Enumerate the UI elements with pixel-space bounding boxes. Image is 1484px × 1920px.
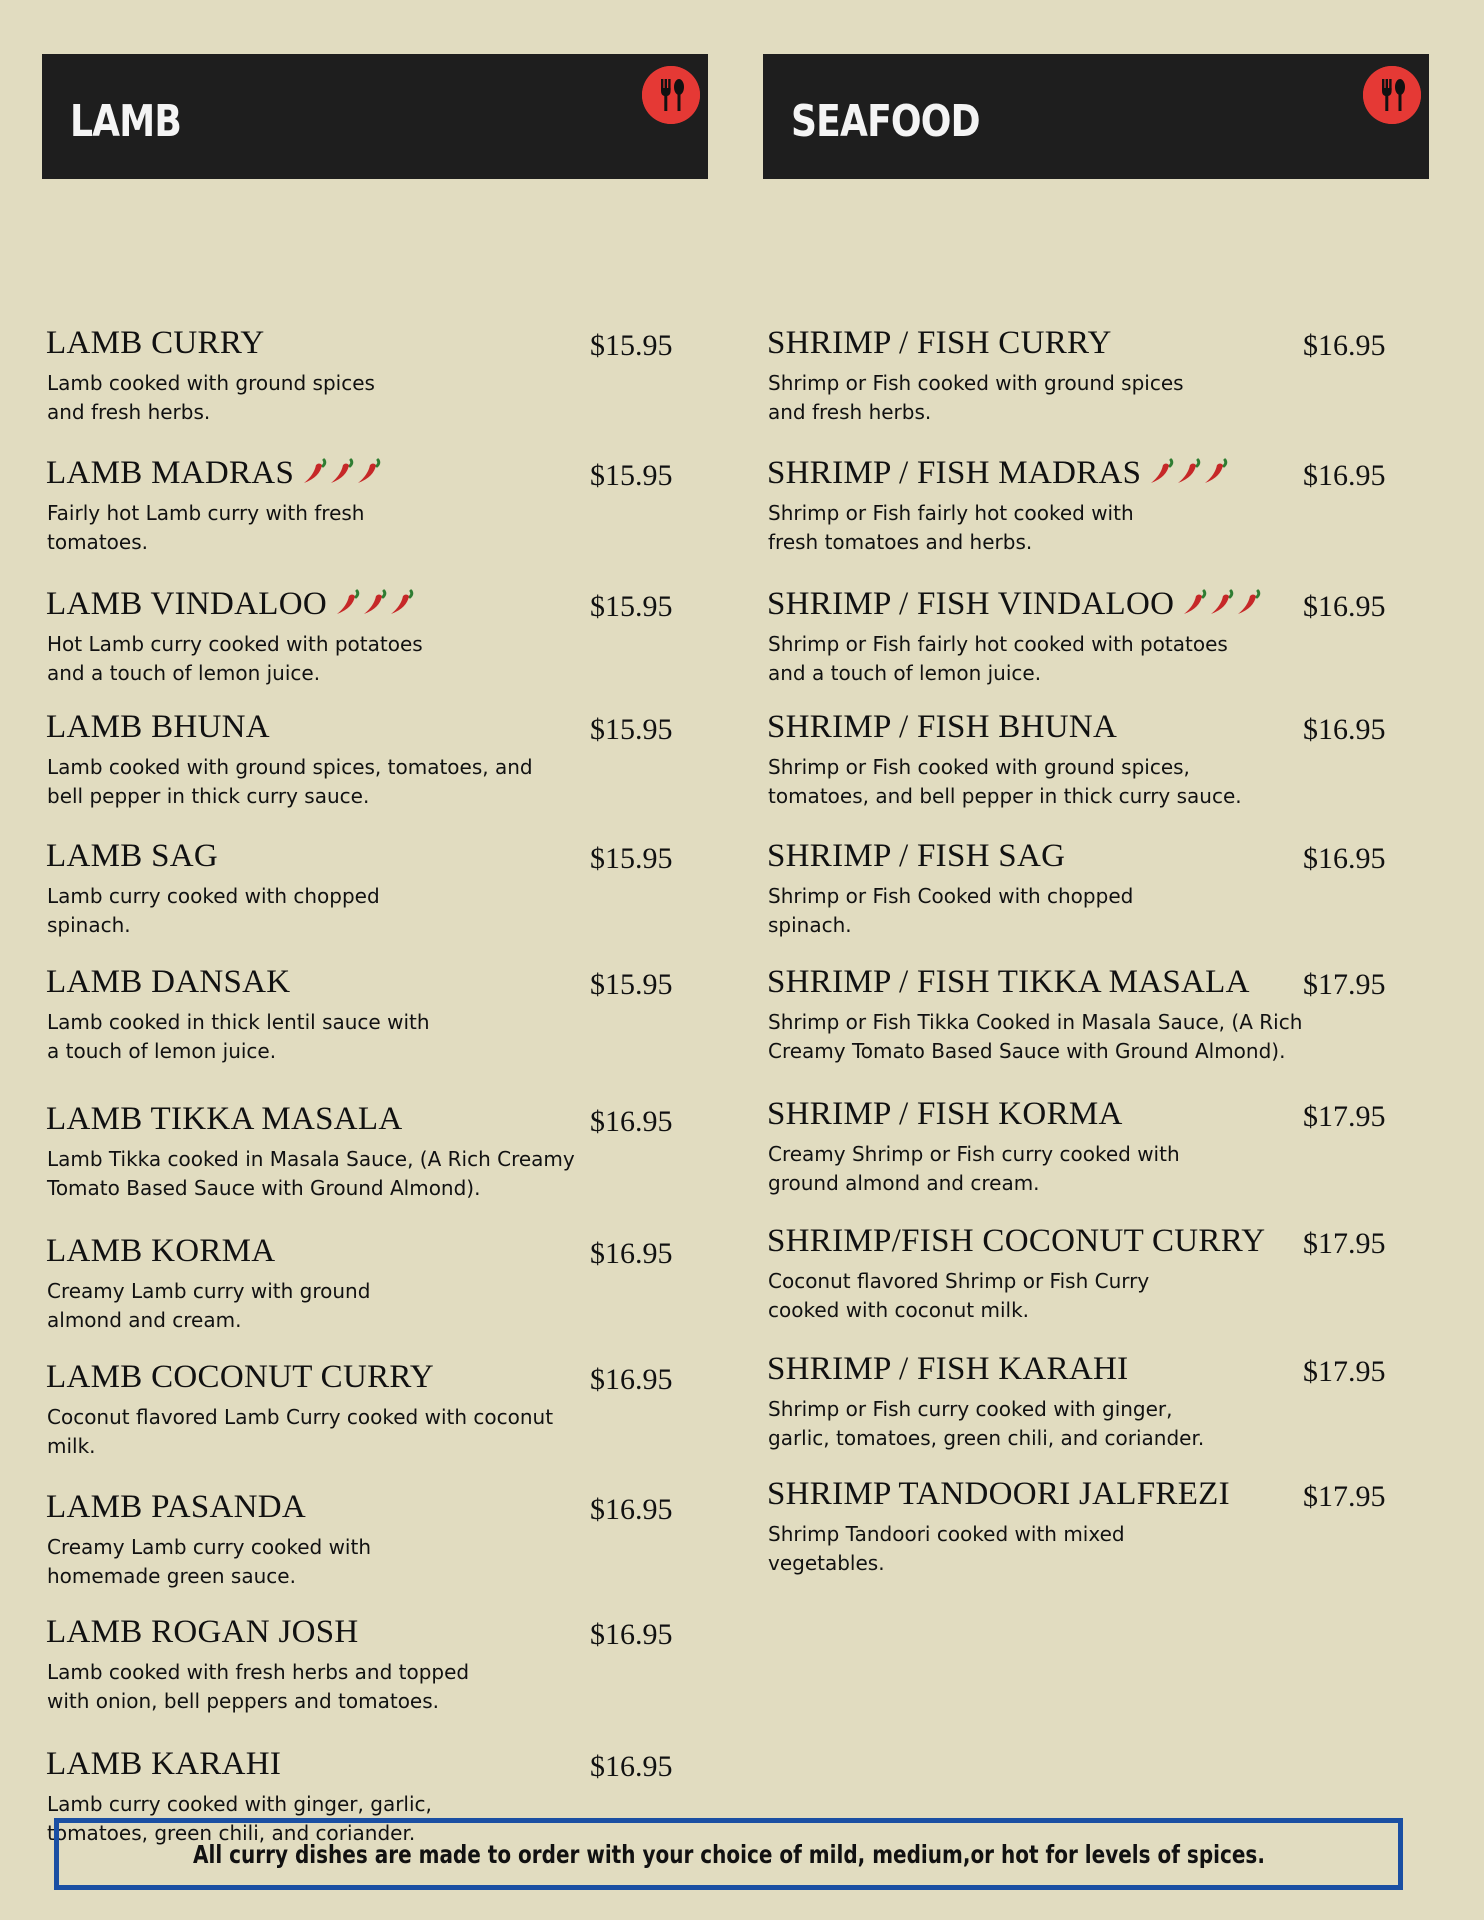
footer-note-box — [54, 1818, 1403, 1890]
menu-item-price: $15.95 — [590, 968, 673, 1001]
menu-item-name-text: SHRIMP / FISH CURRY — [767, 325, 1112, 361]
menu-item-description: Shrimp or Fish cooked with ground spices, tomatoes, and bell pepper in thick curry sauce. — [768, 755, 1242, 808]
menu-item-name-text: LAMB PASANDA — [46, 1489, 307, 1525]
menu-item-name — [46, 325, 264, 362]
menu-item-name — [767, 1096, 1123, 1133]
menu-item-name — [46, 1614, 359, 1651]
section-title: LAMB — [70, 96, 182, 147]
menu-item-price: $16.95 — [590, 1750, 673, 1783]
chili-pepper-icon — [387, 589, 414, 625]
menu-item-description: Coconut flavored Lamb Curry cooked with coconut milk. — [47, 1405, 554, 1458]
menu-item-price: $15.95 — [590, 329, 673, 362]
menu-item-price: $15.95 — [590, 590, 673, 623]
spice-level — [300, 456, 381, 495]
chili-pepper-icon — [300, 458, 327, 494]
menu-item-name — [767, 838, 1065, 875]
chili-pepper-icon — [333, 589, 360, 625]
menu-item-name — [46, 838, 218, 875]
menu-item-description: Lamb cooked with ground spices and fresh herbs. — [47, 371, 375, 424]
menu-item-name-text: LAMB VINDALOO — [46, 586, 328, 622]
menu-item-price: $16.95 — [590, 1618, 673, 1651]
menu-item-price: $16.95 — [590, 1105, 673, 1138]
menu-item-name-text: LAMB KORMA — [46, 1233, 276, 1269]
menu-item-price: $15.95 — [590, 459, 673, 492]
menu-item-name — [46, 1359, 434, 1396]
menu-item-name-text: LAMB DANSAK — [46, 964, 291, 1000]
menu-item-name — [46, 1746, 281, 1783]
chili-pepper-icon — [360, 589, 387, 625]
menu-item-name-text: LAMB CURRY — [46, 325, 265, 361]
menu-item-name-text: LAMB ROGAN JOSH — [46, 1614, 359, 1650]
menu-item-name-text: SHRIMP / FISH MADRAS — [767, 455, 1142, 491]
menu-item-price: $17.95 — [1303, 968, 1386, 1001]
menu-item-name-text: LAMB SAG — [46, 838, 219, 874]
spice-level — [1147, 456, 1228, 495]
menu-item-name — [767, 325, 1112, 362]
menu-item-name-text: LAMB KARAHI — [46, 1746, 282, 1782]
menu-item-price: $16.95 — [1303, 590, 1386, 623]
chili-pepper-icon — [354, 458, 381, 494]
menu-item-price: $16.95 — [1303, 842, 1386, 875]
chili-pepper-icon — [1180, 589, 1207, 625]
menu-item-price: $16.95 — [590, 1493, 673, 1526]
menu-item-description: Shrimp or Fish curry cooked with ginger, garlic, tomatoes, green chili, and coriander. — [768, 1397, 1205, 1450]
menu-item-price: $17.95 — [1303, 1227, 1386, 1260]
chili-pepper-icon — [1201, 458, 1228, 494]
menu-item-description: Shrimp or Fish fairly hot cooked with potatoes and a touch of lemon juice. — [768, 632, 1228, 685]
menu-item-description: Lamb cooked with ground spices, tomatoes, and bell pepper in thick curry sauce. — [47, 755, 533, 808]
menu-item-price: $16.95 — [1303, 459, 1386, 492]
menu-item-name-text: SHRIMP / FISH BHUNA — [767, 709, 1118, 745]
menu-item-description: Shrimp or Fish Tikka Cooked in Masala Sauce, (A Rich Creamy Tomato Based Sauce with Ground Almond). — [768, 1010, 1303, 1063]
chili-pepper-icon — [327, 458, 354, 494]
menu-item-description: Creamy Lamb curry cooked with homemade green sauce. — [47, 1535, 372, 1588]
menu-item-description: Shrimp or Fish cooked with ground spices and fresh herbs. — [768, 371, 1184, 424]
menu-item-name-text: SHRIMP TANDOORI JALFREZI — [767, 1476, 1230, 1512]
menu-item-description: Lamb curry cooked with chopped spinach. — [47, 884, 380, 937]
chili-pepper-icon — [1147, 458, 1174, 494]
menu-item-name — [767, 709, 1117, 746]
menu-item-name — [767, 586, 1261, 626]
menu-item-price: $17.95 — [1303, 1480, 1386, 1513]
menu-item-name — [46, 1233, 275, 1270]
menu-item-name — [767, 964, 1250, 1001]
menu-item-name — [46, 1489, 306, 1526]
seafood-header — [763, 54, 1429, 179]
menu-item-name — [767, 1351, 1128, 1388]
menu-item-price: $15.95 — [590, 713, 673, 746]
menu-item-price: $16.95 — [590, 1363, 673, 1396]
menu-item-description: Lamb cooked in thick lentil sauce with a touch of lemon juice. — [47, 1010, 430, 1063]
menu-item-price: $16.95 — [590, 1237, 673, 1270]
menu-item-name-text: LAMB TIKKA MASALA — [46, 1101, 403, 1137]
menu-item-name — [767, 455, 1228, 495]
seafood-section — [763, 54, 1429, 1575]
fork-spoon-icon — [1363, 66, 1421, 124]
chili-pepper-icon — [1207, 589, 1234, 625]
menu-item-name — [46, 1101, 403, 1138]
menu-item-name — [46, 709, 270, 746]
menu-item-price: $16.95 — [1303, 329, 1386, 362]
menu-item-description: Shrimp or Fish fairly hot cooked with fresh tomatoes and herbs. — [768, 501, 1134, 554]
menu-item-name-text: LAMB MADRAS — [46, 455, 295, 491]
menu-item-name — [767, 1476, 1230, 1513]
menu-item-description: Shrimp Tandoori cooked with mixed vegetables. — [768, 1522, 1125, 1575]
menu-item-name-text: LAMB BHUNA — [46, 709, 270, 745]
menu-item-description: Fairly hot Lamb curry with fresh tomatoes. — [47, 501, 365, 554]
menu-item-description: Lamb curry cooked with ginger, garlic, tomatoes, green chili, and coriander. — [47, 1792, 432, 1845]
menu-item-name-text: SHRIMP / FISH KARAHI — [767, 1351, 1129, 1387]
menu-item-name-text: SHRIMP / FISH VINDALOO — [767, 586, 1175, 622]
footer-note: All curry dishes are made to order with your choice of mild, medium,or hot for levels of spices. — [192, 1839, 1265, 1869]
spice-level — [333, 587, 414, 626]
menu-item-name-text: SHRIMP / FISH KORMA — [767, 1096, 1123, 1132]
lamb-section — [42, 54, 708, 1845]
menu-item-price: $17.95 — [1303, 1355, 1386, 1388]
menu-item-name-text: SHRIMP / FISH TIKKA MASALA — [767, 964, 1250, 1000]
menu-item-description: Lamb Tikka cooked in Masala Sauce, (A Rich Creamy Tomato Based Sauce with Ground Almond). — [47, 1147, 575, 1200]
menu-item-name-text: SHRIMP/FISH COCONUT CURRY — [767, 1223, 1266, 1259]
lamb-header — [42, 54, 708, 179]
fork-spoon-icon — [642, 66, 700, 124]
menu-item-description: Lamb cooked with fresh herbs and topped with onion, bell peppers and tomatoes. — [47, 1660, 470, 1713]
chili-pepper-icon — [1174, 458, 1201, 494]
menu-item-name — [767, 1223, 1265, 1260]
menu-item-price: $16.95 — [1303, 713, 1386, 746]
menu-item-description: Hot Lamb curry cooked with potatoes and a touch of lemon juice. — [47, 632, 423, 685]
menu-item-name-text: SHRIMP / FISH SAG — [767, 838, 1066, 874]
menu-item-description: Creamy Shrimp or Fish curry cooked with ground almond and cream. — [768, 1142, 1180, 1195]
chili-pepper-icon — [1234, 589, 1261, 625]
spice-level — [1180, 587, 1261, 626]
menu-item-description: Coconut flavored Shrimp or Fish Curry cooked with coconut milk. — [768, 1269, 1150, 1322]
menu-item-description: Shrimp or Fish Cooked with chopped spinach. — [768, 884, 1134, 937]
menu-item-name-text: LAMB COCONUT CURRY — [46, 1359, 435, 1395]
menu-item-price: $15.95 — [590, 842, 673, 875]
section-title: SEAFOOD — [791, 96, 980, 147]
menu-item-name — [46, 586, 414, 626]
menu-item-name — [46, 964, 290, 1001]
menu-item-name — [46, 455, 381, 495]
menu-item-description: Creamy Lamb curry with ground almond and cream. — [47, 1279, 371, 1332]
menu-item-price: $17.95 — [1303, 1100, 1386, 1133]
